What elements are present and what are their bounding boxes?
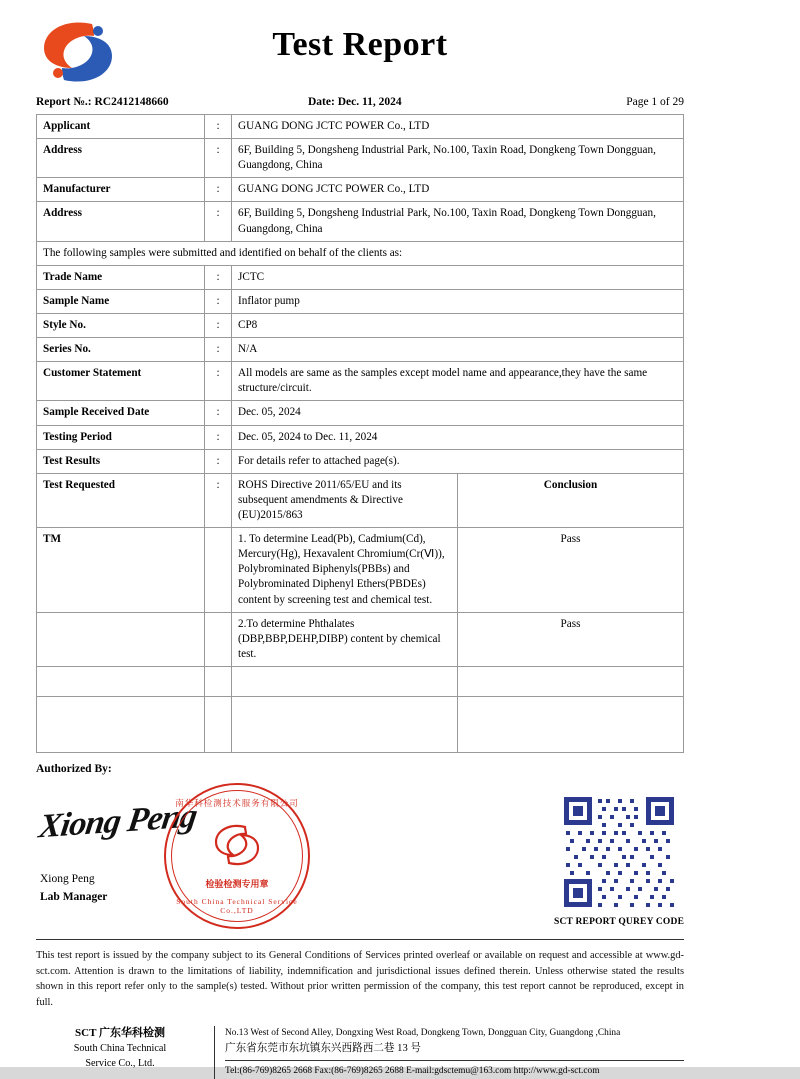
field-colon [205, 696, 232, 752]
field-label: Sample Name [37, 289, 205, 313]
table-row [37, 401, 684, 425]
field-value: Dec. 05, 2024 [232, 401, 684, 425]
report-details-table [36, 114, 684, 753]
field-value: JCTC [232, 265, 684, 289]
table-row [37, 696, 684, 752]
footer-divider [214, 1026, 215, 1079]
table-row [37, 666, 684, 696]
table-row [37, 139, 684, 178]
report-date: Date: Dec. 11, 2024 [308, 96, 402, 108]
field-value: Inflator pump [232, 289, 684, 313]
field-colon: : [205, 139, 232, 178]
table-row [37, 289, 684, 313]
table-row [37, 612, 684, 666]
test-method-label [37, 612, 205, 666]
qr-code-icon [560, 793, 678, 911]
field-label: Applicant [37, 115, 205, 139]
footer-company [36, 1026, 204, 1072]
field-label: Series No. [37, 338, 205, 362]
footer-contact: Tel:(86-769)8265 2668 Fax:(86-769)8265 2688 E-mail:gdsctemu@163.com http://www.gd-sct.com [225, 1066, 600, 1077]
field-label: Address [37, 139, 205, 178]
field-colon: : [205, 362, 232, 401]
authorized-by-label: Authorized By: [36, 762, 112, 775]
table-row [37, 115, 684, 139]
table-row [37, 178, 684, 202]
field-value: Dec. 05, 2024 to Dec. 11, 2024 [232, 425, 684, 449]
table-row [37, 449, 684, 473]
table-row [37, 362, 684, 401]
handwritten-signature: Xiong Peng [36, 797, 199, 846]
field-colon: : [205, 202, 232, 241]
report-header [36, 0, 684, 96]
field-colon: : [205, 115, 232, 139]
report-number: Report №.: RC2412148660 [36, 96, 169, 108]
table-row-test-requested [37, 473, 684, 527]
signer-name: Xiong Peng [40, 872, 95, 885]
field-label: Manufacturer [37, 178, 205, 202]
field-colon: : [205, 265, 232, 289]
table-row [37, 202, 684, 241]
test-method-label: TM [37, 528, 205, 613]
footer-company-name-cn: SCT 广东华科检测 [75, 1027, 165, 1040]
disclaimer-text: This test report is issued by the company subject to its General Conditions of Services printed overleaf or available on request and accessible at www.gd-sct.com. Attention is drawn to the limitations of liability, indemnification and jurisdictional issues defined therein. Unless otherwise stated the results shown in this report refer only to the sample(s) tested. Without prior written permission of the company, this test report cannot be reproduced, except in full. [36, 939, 684, 1010]
field-label: Testing Period [37, 425, 205, 449]
footer-company-name-en-2: Service Co., Ltd. [85, 1058, 155, 1070]
page-content [36, 0, 684, 1079]
page-number: Page 1 of 29 [626, 96, 684, 108]
page-title: Test Report [272, 26, 448, 63]
field-colon [205, 666, 232, 696]
field-label: Test Requested [37, 473, 205, 527]
status-badge: Pass [458, 612, 684, 666]
field-colon: : [205, 178, 232, 202]
signature-area [36, 775, 684, 925]
field-colon: : [205, 425, 232, 449]
field-label: Sample Received Date [37, 401, 205, 425]
test-description [232, 696, 458, 752]
test-description: 2.To determine Phthalates (DBP,BBP,DEHP,DIBP) content by chemical test. [232, 612, 458, 666]
sample-intro: The following samples were submitted and identified on behalf of the clients as: [37, 241, 684, 265]
field-label: Customer Statement [37, 362, 205, 401]
field-value: 6F, Building 5, Dongsheng Industrial Park, No.100, Taxin Road, Dongkeng Town Dongguan, Guangdong, China [232, 139, 684, 178]
field-colon [205, 612, 232, 666]
status-badge [458, 696, 684, 752]
table-row [37, 425, 684, 449]
field-value: N/A [232, 338, 684, 362]
field-colon: : [205, 313, 232, 337]
stamp-bottom-text: South China Technical Service Co.,LTD [176, 896, 298, 915]
field-label: Test Results [37, 449, 205, 473]
field-value: ROHS Directive 2011/65/EU and its subsequent amendments & Directive (EU)2015/863 [232, 473, 458, 527]
footer-address-cn: 广东省东莞市东坑镇东兴西路西二巷 13 号 [225, 1043, 421, 1055]
conclusion-header: Conclusion [458, 473, 684, 527]
field-value: CP8 [232, 313, 684, 337]
field-value: For details refer to attached page(s). [232, 449, 684, 473]
field-colon: : [205, 449, 232, 473]
test-description: 1. To determine Lead(Pb), Cadmium(Cd), Mercury(Hg), Hexavalent Chromium(Cr(Ⅵ)), Polybrominated Biphenyls(PBBs) and Polybrominated Diphenyl Ethers(PBDEs) content by screening test and chemical test. [232, 528, 458, 613]
signer-role: Lab Manager [40, 890, 108, 903]
field-label: Style No. [37, 313, 205, 337]
status-badge: Pass [458, 528, 684, 613]
report-footer [36, 1026, 684, 1079]
field-colon [205, 528, 232, 613]
status-badge [458, 666, 684, 696]
field-colon: : [205, 473, 232, 527]
field-value: GUANG DONG JCTC POWER Co., LTD [232, 115, 684, 139]
table-row [37, 528, 684, 613]
footer-address [225, 1026, 684, 1079]
qr-caption: SCT REPORT QUREY CODE [554, 916, 685, 927]
report-meta [36, 96, 684, 114]
table-row [37, 313, 684, 337]
stamp-mid-text: 检验检测专用章 [205, 878, 269, 889]
field-value: 6F, Building 5, Dongsheng Industrial Park, No.100, Taxin Road, Dongkeng Town Dongguan, Guangdong, China [232, 202, 684, 241]
qr-section [554, 793, 684, 927]
test-method-label [37, 666, 205, 696]
footer-rule [225, 1060, 684, 1061]
company-stamp-icon [164, 783, 310, 929]
test-method-label [37, 696, 205, 752]
field-colon: : [205, 289, 232, 313]
field-label: Address [37, 202, 205, 241]
footer-company-name-en-1: South China Technical [73, 1043, 167, 1055]
stamp-swirl-logo-icon [211, 823, 263, 867]
field-label: Trade Name [37, 265, 205, 289]
field-colon: : [205, 401, 232, 425]
table-row [37, 265, 684, 289]
stamp-top-text: 南华科检测技术服务有限公司 [175, 797, 299, 808]
field-value: GUANG DONG JCTC POWER Co., LTD [232, 178, 684, 202]
table-row [37, 338, 684, 362]
table-row [37, 241, 684, 265]
field-value: All models are same as the samples except model name and appearance,they have the same structure/circuit. [232, 362, 684, 401]
footer-address-en: No.13 West of Second Alley, Dongxing West Road, Dongkeng Town, Dongguan City, Guangdong ,China [225, 1028, 621, 1039]
field-colon: : [205, 338, 232, 362]
test-description [232, 666, 458, 696]
